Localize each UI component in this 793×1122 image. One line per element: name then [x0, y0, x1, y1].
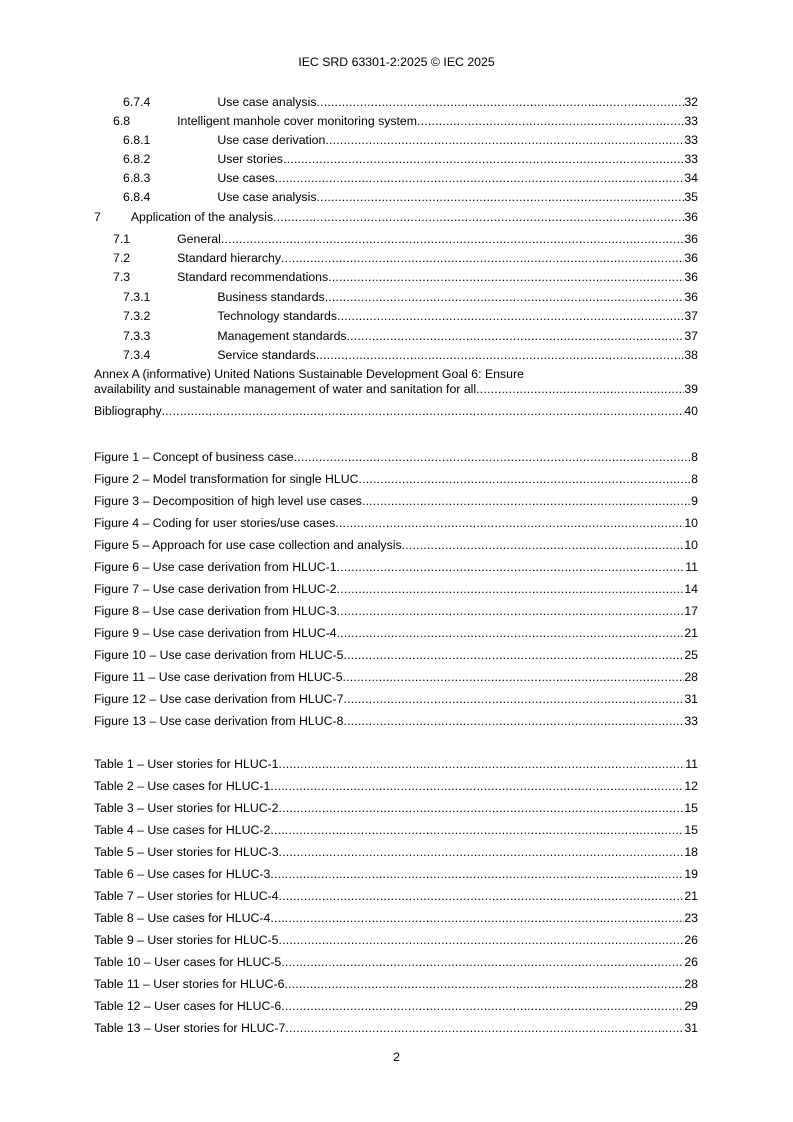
toc-entry[interactable]: [94, 94, 698, 111]
annex-title-line2: availability and sustainable management of water and sanitation for all: [94, 382, 477, 396]
dot-leader: [273, 209, 684, 226]
dot-leader: [279, 844, 685, 861]
figure-entry[interactable]: [94, 713, 698, 730]
table-title: Table 3 – User stories for HLUC-2: [94, 801, 279, 815]
toc-entry[interactable]: [94, 269, 698, 286]
dot-leader: [362, 493, 691, 510]
dot-leader: [285, 1020, 684, 1037]
toc-title: Standard recommendations: [177, 270, 329, 284]
figure-page: 17: [684, 604, 698, 618]
toc-entry[interactable]: [94, 328, 698, 345]
toc-title: Use case derivation: [217, 133, 326, 147]
dot-leader: [337, 308, 684, 325]
dot-leader: [359, 471, 692, 488]
toc-page: 40: [684, 404, 698, 418]
figure-title: Figure 4 – Coding for user stories/use cases: [94, 516, 336, 530]
figure-title: Figure 11 – Use case derivation from HLUC-5: [94, 670, 343, 684]
figure-page: 28: [684, 670, 698, 684]
toc-number: 7.3.3: [123, 329, 151, 343]
figure-title: Figure 6 – Use case derivation from HLUC-1: [94, 560, 337, 574]
dot-leader: [337, 559, 686, 576]
dot-leader: [343, 669, 685, 686]
table-title: Table 1 – User stories for HLUC-1: [94, 757, 279, 771]
toc-entry-annex[interactable]: [94, 367, 698, 397]
dot-leader: [343, 713, 684, 730]
table-title: Table 4 – Use cases for HLUC-2: [94, 823, 271, 837]
toc-page: 35: [684, 190, 698, 204]
toc-entry[interactable]: [94, 132, 698, 149]
figure-entry[interactable]: [94, 537, 698, 554]
toc-page: 34: [684, 171, 698, 185]
toc-entry[interactable]: [94, 308, 698, 325]
toc-title: Management standards: [217, 329, 347, 343]
page-header: IEC SRD 63301-2:2025 © IEC 2025: [298, 55, 495, 69]
table-entry[interactable]: [94, 954, 698, 971]
figure-entry[interactable]: [94, 581, 698, 598]
toc-entry[interactable]: [94, 347, 698, 364]
table-page: 12: [684, 779, 698, 793]
table-entry[interactable]: [94, 800, 698, 817]
figure-title: Figure 2 – Model transformation for single HLUC: [94, 472, 359, 486]
figure-entry[interactable]: [94, 669, 698, 686]
figure-title: Figure 8 – Use case derivation from HLUC-3: [94, 604, 337, 618]
dot-leader: [316, 94, 684, 111]
toc-entry[interactable]: [94, 231, 698, 248]
toc-entry[interactable]: [94, 209, 698, 226]
toc-entry[interactable]: [94, 113, 698, 130]
toc-number: 6.7.4: [123, 95, 151, 109]
dot-leader: [270, 910, 684, 927]
dot-leader: [283, 151, 684, 168]
table-title: Table 6 – Use cases for HLUC-3: [94, 867, 271, 881]
figure-page: 33: [684, 714, 698, 728]
figure-entry[interactable]: [94, 603, 698, 620]
figure-page: 31: [684, 692, 698, 706]
table-entry[interactable]: [94, 910, 698, 927]
table-title: Table 9 – User stories for HLUC-5: [94, 933, 279, 947]
toc-page: 37: [684, 329, 698, 343]
table-page: 23: [684, 911, 698, 925]
annex-page: 39: [684, 382, 698, 396]
table-page: 15: [684, 801, 698, 815]
table-entry[interactable]: [94, 778, 698, 795]
dot-leader: [281, 250, 684, 267]
dot-leader: [281, 954, 684, 971]
toc-title: Bibliography: [94, 404, 162, 418]
table-entry[interactable]: [94, 844, 698, 861]
dot-leader: [343, 647, 684, 664]
toc-title: User stories: [217, 152, 283, 166]
toc-page: 33: [684, 114, 698, 128]
figure-entry[interactable]: [94, 493, 698, 510]
toc-entry[interactable]: [94, 289, 698, 306]
toc-page: 36: [684, 251, 698, 265]
figure-page: 25: [684, 648, 698, 662]
dot-leader: [343, 691, 684, 708]
toc-number: 7: [94, 210, 101, 224]
figure-title: Figure 10 – Use case derivation from HLUC-5: [94, 648, 344, 662]
table-entry[interactable]: [94, 822, 698, 839]
toc-title: Service standards: [217, 348, 316, 362]
table-title: Table 13 – User stories for HLUC-7: [94, 1021, 286, 1035]
toc-number: 6.8.1: [123, 133, 151, 147]
figure-entry[interactable]: [94, 559, 698, 576]
figure-title: Figure 3 – Decomposition of high level use cases: [94, 494, 362, 508]
toc-entry[interactable]: [94, 250, 698, 267]
figure-title: Figure 7 – Use case derivation from HLUC-2: [94, 582, 337, 596]
toc-title: Business standards: [217, 290, 325, 304]
table-page: 21: [684, 889, 698, 903]
toc-number: 7.2: [113, 251, 131, 265]
dot-leader: [270, 822, 684, 839]
table-entry[interactable]: [94, 976, 698, 993]
dot-leader: [270, 778, 684, 795]
figure-entry[interactable]: [94, 691, 698, 708]
dot-leader: [281, 998, 684, 1015]
dot-leader: [162, 403, 685, 420]
table-title: Table 2 – Use cases for HLUC-1: [94, 779, 271, 793]
figure-title: Figure 9 – Use case derivation from HLUC-4: [94, 626, 337, 640]
table-page: 26: [684, 955, 698, 969]
table-page: 28: [684, 977, 698, 991]
table-page: 15: [684, 823, 698, 837]
dot-leader: [221, 231, 684, 248]
toc-title: General: [177, 232, 221, 246]
toc-page: 36: [684, 290, 698, 304]
table-entry[interactable]: [94, 756, 698, 773]
toc-title: Intelligent manhole cover monitoring system: [177, 114, 418, 128]
figure-page: 11: [685, 560, 698, 574]
table-title: Table 11 – User stories for HLUC-6: [94, 977, 285, 991]
toc-number: 7.3.2: [123, 309, 151, 323]
dot-leader: [279, 932, 685, 949]
dot-leader: [328, 269, 684, 286]
toc-page: 32: [684, 95, 698, 109]
figure-page: 14: [684, 582, 698, 596]
dot-leader: [284, 976, 684, 993]
toc-number: 6.8: [113, 114, 131, 128]
toc-number: 6.8.2: [123, 152, 151, 166]
toc-number: 7.3: [113, 270, 131, 284]
toc-entry[interactable]: [94, 189, 698, 206]
dot-leader: [335, 515, 684, 532]
toc-title: Use cases: [217, 171, 275, 185]
dot-leader: [279, 888, 685, 905]
dot-leader: [279, 756, 686, 773]
annex-title-line1: Annex A (informative) United Nations Sustainable Development Goal 6: Ensure: [94, 367, 524, 381]
figure-page: 8: [691, 450, 698, 464]
toc-page: 36: [684, 232, 698, 246]
table-title: Table 5 – User stories for HLUC-3: [94, 845, 279, 859]
toc-number: 6.8.3: [123, 171, 151, 185]
table-page: 31: [684, 1021, 698, 1035]
dot-leader: [337, 581, 685, 598]
figure-entry[interactable]: [94, 471, 698, 488]
figure-entry[interactable]: [94, 625, 698, 642]
toc-page: 33: [684, 152, 698, 166]
table-entry[interactable]: [94, 998, 698, 1015]
figure-page: 10: [684, 538, 698, 552]
dot-leader: [325, 289, 685, 306]
dot-leader: [347, 328, 685, 345]
toc-title: Technology standards: [217, 309, 337, 323]
dot-leader: [325, 132, 684, 149]
table-page: 29: [684, 999, 698, 1013]
toc-number: 6.8.4: [123, 190, 151, 204]
table-entry[interactable]: [94, 866, 698, 883]
dot-leader: [316, 189, 684, 206]
figure-title: Figure 12 – Use case derivation from HLUC-7: [94, 692, 344, 706]
figure-title: Figure 5 – Approach for use case collection and analysis: [94, 538, 402, 552]
table-entry[interactable]: [94, 1020, 698, 1037]
dot-leader: [275, 170, 685, 187]
toc-entry[interactable]: [94, 151, 698, 168]
table-entry[interactable]: [94, 888, 698, 905]
toc-number: 7.3.1: [123, 290, 151, 304]
toc-title: Use case analysis: [217, 95, 317, 109]
table-page: 11: [685, 757, 698, 771]
dot-leader: [270, 866, 684, 883]
dot-leader: [294, 449, 692, 466]
toc-title: Use case analysis: [217, 190, 317, 204]
toc-title: Standard hierarchy: [177, 251, 282, 265]
figure-page: 10: [684, 516, 698, 530]
table-title: Table 7 – User stories for HLUC-4: [94, 889, 279, 903]
figure-title: Figure 13 – Use case derivation from HLUC-8: [94, 714, 344, 728]
dot-leader: [402, 537, 685, 554]
toc-entry-bibliography[interactable]: [94, 403, 698, 420]
toc-page: 36: [684, 270, 698, 284]
table-page: 26: [684, 933, 698, 947]
dot-leader: [279, 800, 685, 817]
table-entry[interactable]: [94, 932, 698, 949]
toc-number: 7.1: [113, 232, 131, 246]
figure-page: 8: [691, 472, 698, 486]
table-title: Table 12 – User cases for HLUC-6: [94, 999, 282, 1013]
dot-leader: [337, 625, 685, 642]
figure-title: Figure 1 – Concept of business case: [94, 450, 294, 464]
figure-page: 9: [691, 494, 698, 508]
toc-page: 38: [684, 348, 698, 362]
page-number: 2: [393, 1050, 400, 1064]
toc-entry[interactable]: [94, 170, 698, 187]
dot-leader: [316, 347, 685, 364]
toc-page: 33: [684, 133, 698, 147]
figure-page: 21: [684, 626, 698, 640]
table-page: 18: [684, 845, 698, 859]
toc-page: 36: [684, 210, 698, 224]
figure-entry[interactable]: [94, 449, 698, 466]
figure-entry[interactable]: [94, 647, 698, 664]
dot-leader: [337, 603, 685, 620]
dot-leader: [417, 113, 684, 130]
toc-title: Application of the analysis: [130, 210, 274, 224]
figure-entry[interactable]: [94, 515, 698, 532]
toc-page: 37: [684, 309, 698, 323]
table-title: Table 8 – Use cases for HLUC-4: [94, 911, 271, 925]
table-page: 19: [684, 867, 698, 881]
table-title: Table 10 – User cases for HLUC-5: [94, 955, 282, 969]
dot-leader: [476, 382, 684, 397]
toc-number: 7.3.4: [123, 348, 151, 362]
